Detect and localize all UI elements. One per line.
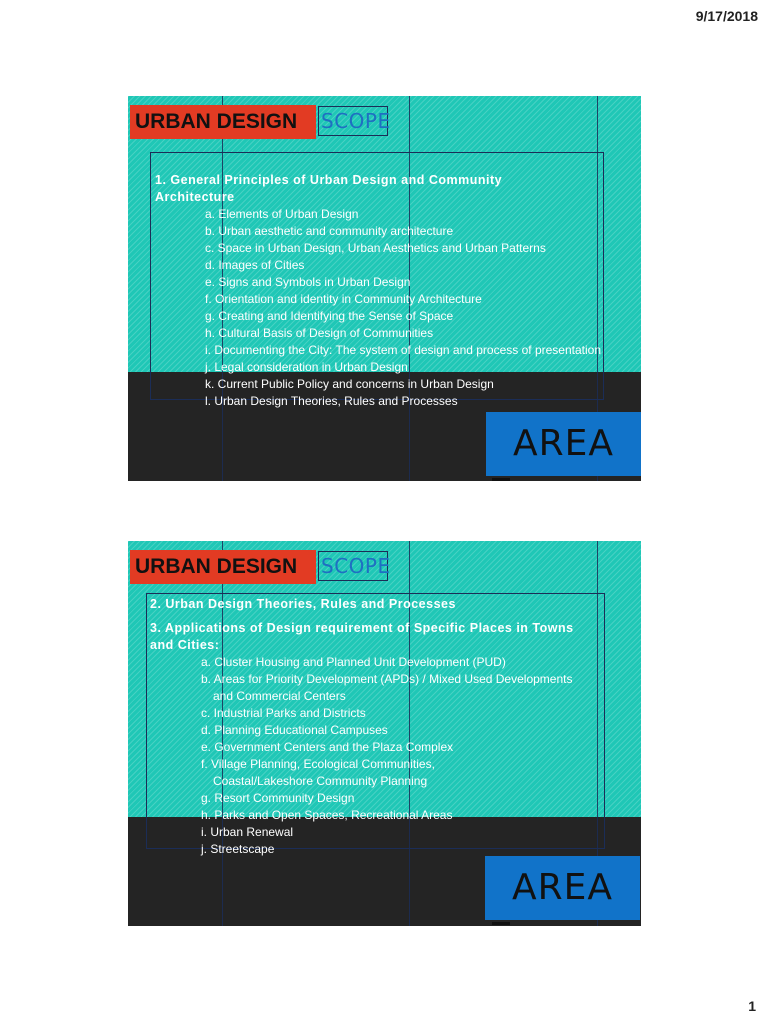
list-item: g. Creating and Identifying the Sense of Space xyxy=(205,309,454,323)
list-item: e. Government Centers and the Plaza Complex xyxy=(201,740,454,754)
section-heading: 1. General Principles of Urban Design and Community Architecture xyxy=(155,173,503,204)
list-item: a. Elements of Urban Design xyxy=(205,207,359,221)
list-item: d. Images of Cities xyxy=(205,258,305,272)
print-date: 9/17/2018 xyxy=(695,8,758,24)
list-item: f. Village Planning, Ecological Communities, xyxy=(201,757,435,771)
list-item: h. Parks and Open Spaces, Recreational Areas xyxy=(201,808,453,822)
list-item-continued: and Commercial Centers xyxy=(213,689,346,703)
list-item: d. Planning Educational Campuses xyxy=(201,723,388,737)
list-item: g. Resort Community Design xyxy=(201,791,355,805)
slide-title: URBAN DESIGN xyxy=(130,105,316,139)
section-heading: 3. Applications of Design requirement of Specific Places in Towns and Cities: xyxy=(150,621,574,652)
area-underline xyxy=(492,922,510,925)
list-item: l. Urban Design Theories, Rules and Processes xyxy=(205,394,458,408)
slide-title: URBAN DESIGN xyxy=(130,550,316,584)
list-item: e. Signs and Symbols in Urban Design xyxy=(205,275,411,289)
area-underline xyxy=(492,478,510,481)
list-item: c. Space in Urban Design, Urban Aesthetics and Urban Patterns xyxy=(205,241,546,255)
topic-list xyxy=(205,206,601,410)
list-item: j. Legal consideration in Urban Design xyxy=(205,360,408,374)
list-item: c. Industrial Parks and Districts xyxy=(201,706,366,720)
area-label: AREA xyxy=(485,856,640,920)
page-number: 1 xyxy=(748,998,756,1014)
slide-scope-label: SCOPE xyxy=(318,551,388,581)
list-item: h. Cultural Basis of Design of Communities xyxy=(205,326,434,340)
area-label: AREA xyxy=(486,412,641,476)
list-item: i. Urban Renewal xyxy=(201,825,294,839)
list-item: i. Documenting the City: The system of design and process of presentation xyxy=(205,343,601,357)
list-item: a. Cluster Housing and Planned Unit Development (PUD) xyxy=(201,655,506,669)
list-item: b. Areas for Priority Development (APDs) / Mixed Used Developments xyxy=(201,672,573,686)
slide-2 xyxy=(128,541,641,926)
list-item: f. Orientation and identity in Community Architecture xyxy=(205,292,482,306)
list-item-continued: Coastal/Lakeshore Community Planning xyxy=(213,774,428,788)
list-item: k. Current Public Policy and concerns in Urban Design xyxy=(205,377,494,391)
slide-1 xyxy=(128,96,641,481)
section-heading: 2. Urban Design Theories, Rules and Processes xyxy=(150,597,456,611)
slide-scope-label: SCOPE xyxy=(318,106,388,136)
list-item: j. Streetscape xyxy=(201,842,275,856)
topic-list xyxy=(201,654,572,858)
slide-content xyxy=(150,596,600,654)
slide-content xyxy=(155,172,545,206)
list-item: b. Urban aesthetic and community architecture xyxy=(205,224,454,238)
